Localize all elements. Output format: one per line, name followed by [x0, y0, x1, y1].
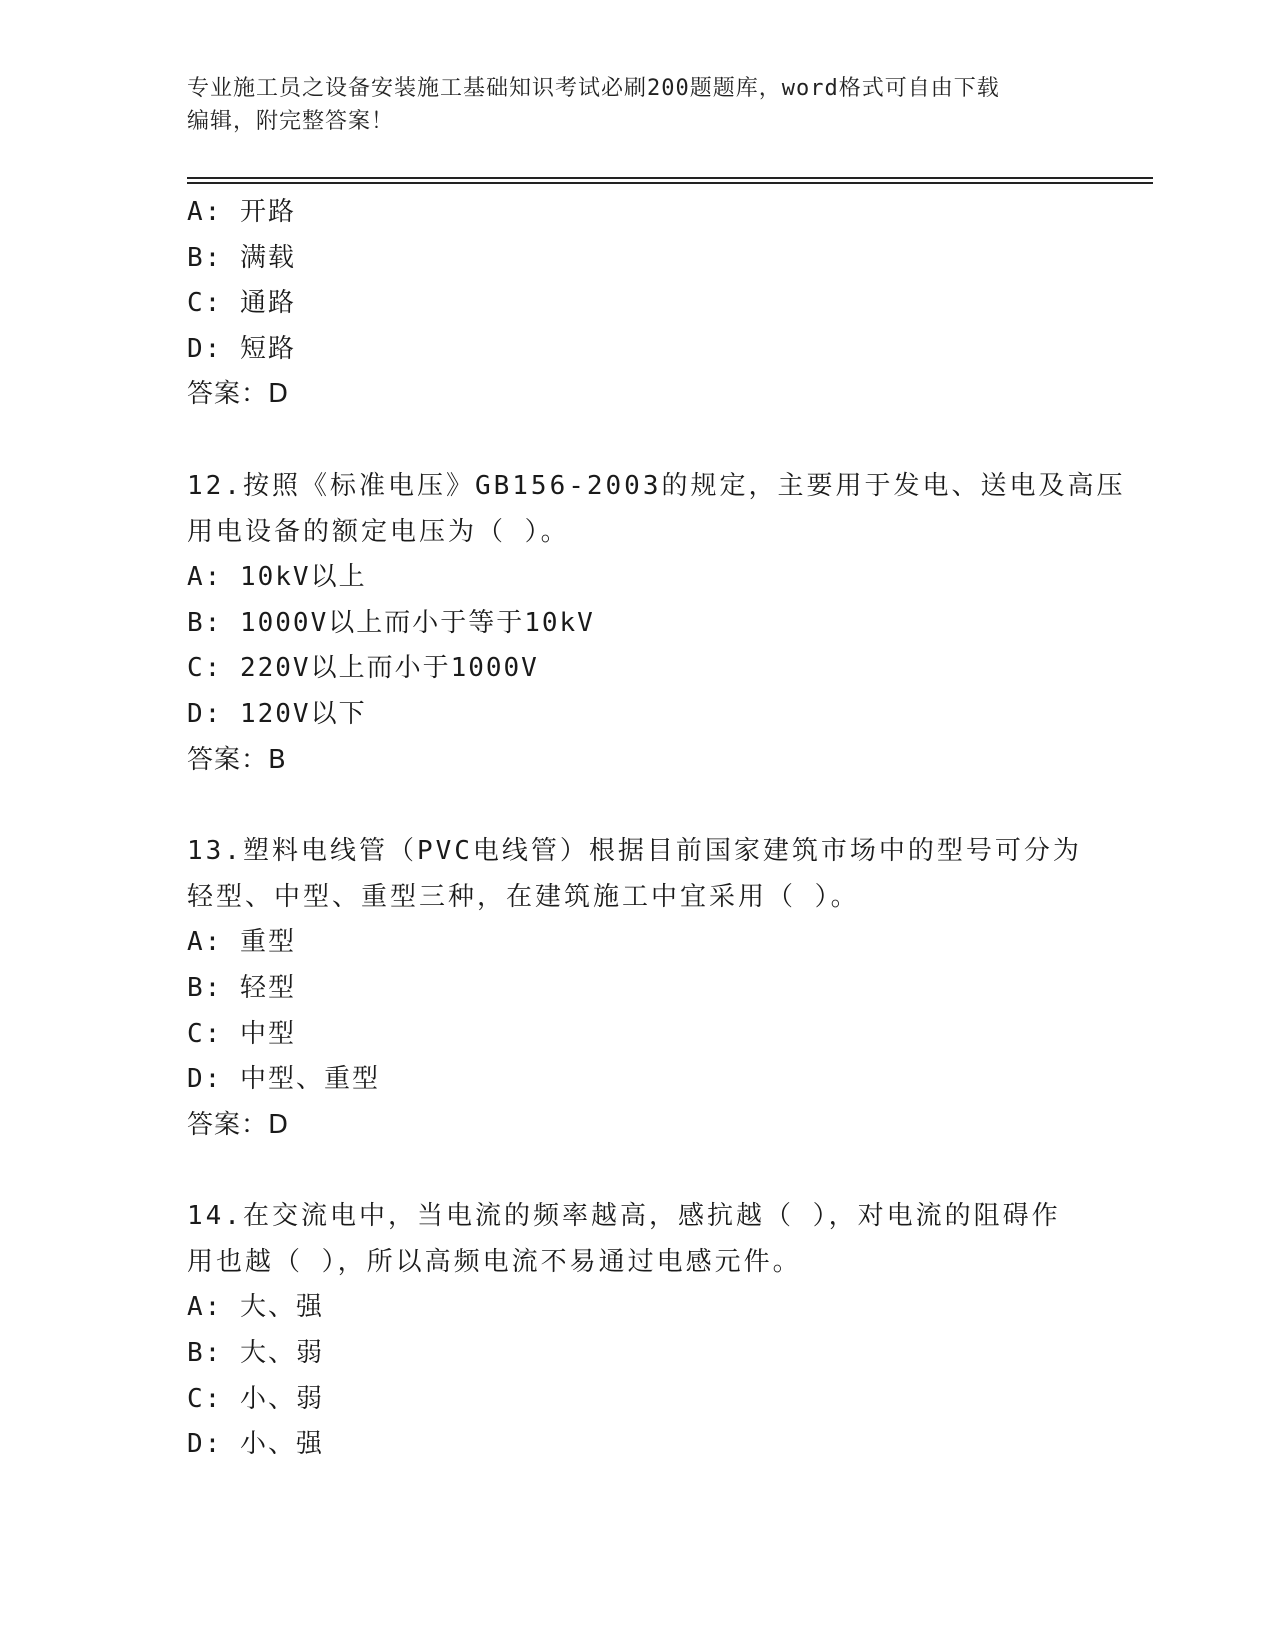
question-11-block: [187, 190, 1107, 418]
q11-answer: 答案：D: [187, 379, 290, 410]
header-line-1: 专业施工员之设备安装施工基础知识考试必刷200题题库，word格式可自由下载: [187, 76, 1000, 101]
q13-stem-line-2: 轻型、中型、重型三种，在建筑施工中宜采用（ ）。: [187, 881, 860, 912]
spacer: [187, 1148, 1107, 1194]
q14-option-b: B: 大、弱: [187, 1338, 324, 1369]
q12-stem-line-1: 12.按照《标准电压》GB156-2003的规定，主要用于发电、送电及高压: [187, 470, 1126, 501]
q11-option-d: D: 短路: [187, 333, 296, 364]
q11-option-b: B: 满载: [187, 242, 296, 273]
q13-option-c: C: 中型: [187, 1018, 296, 1049]
question-13-block: [187, 829, 1107, 1148]
q11-option-a: A: 开路: [187, 197, 296, 227]
q14-option-d: D: 小、强: [187, 1429, 324, 1460]
q12-stem-line-2: 用电设备的额定电压为（ ）。: [187, 516, 570, 547]
q12-option-d: D: 120V以下: [187, 698, 367, 729]
q12-option-b: B: 1000V以上而小于等于10kV: [187, 607, 595, 638]
q13-option-a: A: 重型: [187, 927, 296, 958]
q12-answer: 答案：B: [187, 744, 287, 775]
q14-stem-line-1: 14.在交流电中，当电流的频率越高，感抗越（ ），对电流的阻碍作: [187, 1201, 1061, 1232]
q13-option-b: B: 轻型: [187, 972, 296, 1003]
q14-option-a: A: 大、强: [187, 1292, 324, 1323]
q11-option-c: C: 通路: [187, 288, 296, 319]
header-rule-top: [187, 177, 1153, 179]
q12-option-c: C: 220V以上而小于1000V: [187, 653, 539, 684]
spacer: [187, 783, 1107, 829]
header-rule-bottom: [187, 182, 1153, 184]
q12-option-a: A: 10kV以上: [187, 562, 367, 593]
question-12-block: [187, 464, 1126, 783]
document-header: [187, 72, 1087, 138]
document-body: [187, 190, 1126, 1468]
q14-option-c: C: 小、弱: [187, 1383, 324, 1414]
q13-answer: 答案：D: [187, 1109, 290, 1140]
q13-stem-line-1: 13.塑料电线管（PVC电线管）根据目前国家建筑市场中的型号可分为: [187, 836, 1082, 867]
header-line-2: 编辑，附完整答案！: [187, 109, 395, 134]
question-14-block: [187, 1194, 1107, 1468]
q13-option-d: D: 中型、重型: [187, 1064, 380, 1095]
q14-stem-line-2: 用也越（ ），所以高频电流不易通过电感元件。: [187, 1246, 802, 1277]
spacer: [187, 418, 1107, 464]
